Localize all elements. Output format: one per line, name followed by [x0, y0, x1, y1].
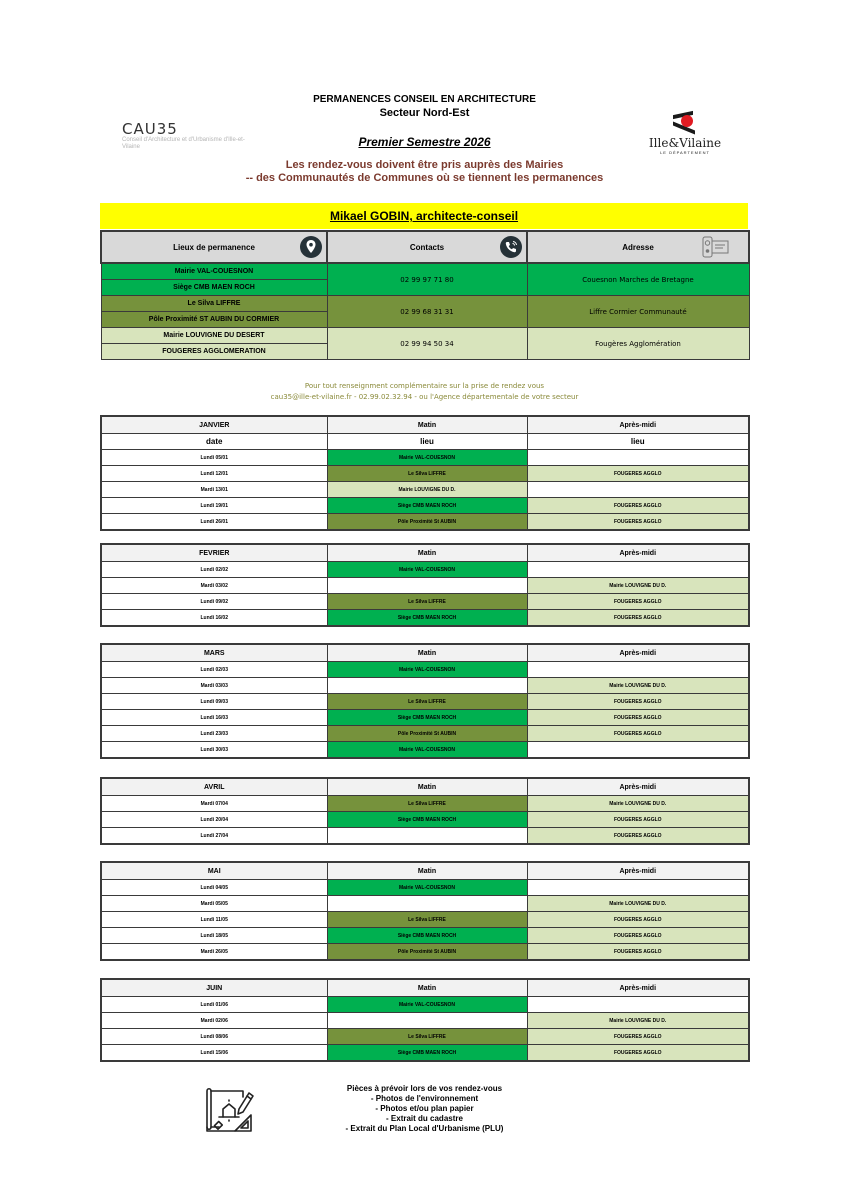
date-cell: Lundi 01/06: [101, 997, 327, 1013]
morning-cell: Le Silva LIFFRE: [327, 1029, 527, 1045]
place-cell: Siège CMB MAEN ROCH: [101, 280, 327, 296]
month-header-row: [101, 862, 749, 880]
morning-cell: Siège CMB MAEN ROCH: [327, 610, 527, 627]
places-header-label: Lieux de permanence: [173, 242, 255, 252]
sector-title: Secteur Nord-Est: [379, 107, 470, 119]
afternoon-cell: FOUGERES AGGLO: [527, 710, 749, 726]
afternoon-cell: [527, 742, 749, 759]
morning-cell: Siège CMB MAEN ROCH: [327, 928, 527, 944]
date-cell: Lundi 11/05: [101, 912, 327, 928]
phone-cell: 02 99 68 31 31: [327, 296, 527, 328]
date-cell: Lundi 04/05: [101, 880, 327, 896]
schedule-row: [101, 610, 749, 627]
afternoon-cell: [527, 662, 749, 678]
afternoon-cell: Mairie LOUVIGNE DU D.: [527, 578, 749, 594]
date-cell: Lundi 16/02: [101, 610, 327, 627]
address-card-icon: [702, 236, 730, 258]
morning-header: Matin: [327, 544, 527, 562]
afternoon-header: Après-midi: [527, 644, 749, 662]
address-header-label: Adresse: [622, 242, 654, 252]
morning-cell: Le Silva LIFFRE: [327, 796, 527, 812]
contacts-header-label: Contacts: [409, 242, 445, 252]
address-header: [527, 231, 749, 263]
info-line-1: Pour tout renseignment complémentaire sur la prise de rendez vous: [304, 382, 545, 390]
checklist-item: - Extrait du cadastre: [386, 1114, 463, 1123]
date-cell: Mardi 05/05: [101, 896, 327, 912]
schedule-row: [101, 594, 749, 610]
date-cell: Lundi 09/03: [101, 694, 327, 710]
afternoon-cell: FOUGERES AGGLO: [527, 514, 749, 531]
schedule-row: [101, 514, 749, 531]
morning-cell: [327, 896, 527, 912]
date-cell: Mardi 03/02: [101, 578, 327, 594]
subheader-row: [101, 434, 749, 450]
afternoon-cell: [527, 482, 749, 498]
morning-cell: Pôle Proximité St AUBIN: [327, 944, 527, 961]
schedule-row: [101, 912, 749, 928]
places-header: [101, 231, 327, 263]
morning-header: Matin: [327, 979, 527, 997]
afternoon-cell: Mairie LOUVIGNE DU D.: [527, 1013, 749, 1029]
month-name: FEVRIER: [101, 544, 327, 562]
afternoon-header: Après-midi: [527, 979, 749, 997]
date-cell: Lundi 27/04: [101, 828, 327, 845]
afternoon-cell: FOUGERES AGGLO: [527, 912, 749, 928]
afternoon-cell: FOUGERES AGGLO: [527, 828, 749, 845]
afternoon-cell: [527, 880, 749, 896]
afternoon-cell: FOUGERES AGGLO: [527, 694, 749, 710]
checklist-item: - Extrait du Plan Local d'Urbanisme (PLU): [345, 1124, 504, 1133]
month-table-avril: [100, 777, 750, 845]
checklist-item: - Photos et/ou plan papier: [375, 1104, 474, 1113]
morning-cell: Le Silva LIFFRE: [327, 694, 527, 710]
notice-line-1: Les rendez-vous doivent être pris auprès des Mairies: [285, 159, 564, 171]
notice-line-2: ‐‐ des Communautés de Communes où se tiennent les permanences: [245, 172, 604, 184]
afternoon-cell: FOUGERES AGGLO: [527, 498, 749, 514]
address-cell: Couesnon Marches de Bretagne: [527, 263, 749, 296]
cau35-subtitle: Conseil d'Architecture et d'Urbanisme d'Ille-et-Vilaine: [122, 137, 245, 150]
schedule-row: [101, 578, 749, 594]
date-subheader: date: [101, 434, 327, 450]
schedule-row: [101, 880, 749, 896]
date-cell: Mardi 07/04: [101, 796, 327, 812]
date-cell: Lundi 18/05: [101, 928, 327, 944]
afternoon-cell: FOUGERES AGGLO: [527, 928, 749, 944]
appointment-notice: [0, 159, 849, 185]
afternoon-cell: [527, 450, 749, 466]
date-cell: Lundi 15/06: [101, 1045, 327, 1062]
morning-cell: Le Silva LIFFRE: [327, 594, 527, 610]
date-cell: Lundi 19/01: [101, 498, 327, 514]
morning-cell: [327, 578, 527, 594]
morning-cell: Mairie VAL-COUESNON: [327, 997, 527, 1013]
checklist-title: Pièces à prévoir lors de vos rendez-vous: [346, 1084, 503, 1093]
place-cell: FOUGERES AGGLOMERATION: [101, 344, 327, 360]
cau35-brand: CAU35: [122, 120, 178, 138]
morning-cell: Mairie LOUVIGNE DU D.: [327, 482, 527, 498]
month-table-juin: [100, 978, 750, 1062]
architect-banner: Mikael GOBIN, architecte-conseil: [100, 203, 748, 229]
schedule-row: [101, 944, 749, 961]
afternoon-cell: FOUGERES AGGLO: [527, 594, 749, 610]
afternoon-cell: FOUGERES AGGLO: [527, 726, 749, 742]
month-header-row: [101, 644, 749, 662]
place-cell: Le Silva LIFFRE: [101, 296, 327, 312]
schedule-row: [101, 710, 749, 726]
afternoon-cell: [527, 562, 749, 578]
date-cell: Mardi 26/05: [101, 944, 327, 961]
morning-cell: Mairie VAL-COUESNON: [327, 880, 527, 896]
morning-cell: Le Silva LIFFRE: [327, 912, 527, 928]
month-table-mai: [100, 861, 750, 961]
date-cell: Mardi 13/01: [101, 482, 327, 498]
schedule-row: [101, 742, 749, 759]
document-title: PERMANENCES CONSEIL EN ARCHITECTURE: [313, 94, 536, 105]
date-cell: Lundi 02/03: [101, 662, 327, 678]
afternoon-cell: FOUGERES AGGLO: [527, 1045, 749, 1062]
schedule-row: [101, 450, 749, 466]
phone-icon: [500, 236, 522, 258]
month-header-row: [101, 778, 749, 796]
afternoon-header: Après-midi: [527, 544, 749, 562]
morning-cell: [327, 828, 527, 845]
morning-cell: [327, 678, 527, 694]
afternoon-cell: Mairie LOUVIGNE DU D.: [527, 678, 749, 694]
place-cell: Mairie VAL-COUESNON: [101, 263, 327, 280]
place-cell: Pôle Proximité ST AUBIN DU CORMIER: [101, 312, 327, 328]
morning-cell: Le Silva LIFFRE: [327, 466, 527, 482]
department-emblem-icon: [670, 110, 700, 136]
schedule-row: [101, 928, 749, 944]
month-table-fevrier: [100, 543, 750, 627]
contacts-header: [327, 231, 527, 263]
schedule-row: [101, 1013, 749, 1029]
afternoon-cell: [527, 997, 749, 1013]
afternoon-cell: Mairie LOUVIGNE DU D.: [527, 796, 749, 812]
morning-header: Matin: [327, 862, 527, 880]
place-subheader: lieu: [327, 434, 527, 450]
schedule-row: [101, 796, 749, 812]
month-header-row: [101, 979, 749, 997]
date-cell: Lundi 23/03: [101, 726, 327, 742]
month-name: MAI: [101, 862, 327, 880]
morning-cell: Pôle Proximité St AUBIN: [327, 514, 527, 531]
contact-row: [101, 328, 749, 344]
date-cell: Lundi 12/01: [101, 466, 327, 482]
schedule-row: [101, 498, 749, 514]
afternoon-header: Après-midi: [527, 778, 749, 796]
schedule-row: [101, 482, 749, 498]
month-table-janvier: [100, 415, 750, 531]
location-pin-icon: [300, 236, 322, 258]
morning-cell: Siège CMB MAEN ROCH: [327, 1045, 527, 1062]
date-cell: Lundi 16/03: [101, 710, 327, 726]
morning-cell: Mairie VAL-COUESNON: [327, 662, 527, 678]
month-name: JUIN: [101, 979, 327, 997]
contact-row: [101, 263, 749, 280]
schedule-row: [101, 662, 749, 678]
month-table-mars: [100, 643, 750, 759]
month-header-row: [101, 544, 749, 562]
date-cell: Lundi 09/02: [101, 594, 327, 610]
department-name: Ille&Vilaine: [648, 136, 722, 150]
schedule-row: [101, 1045, 749, 1062]
schedule-row: [101, 562, 749, 578]
checklist: [0, 1084, 849, 1134]
morning-cell: Pôle Proximité St AUBIN: [327, 726, 527, 742]
month-header-row: [101, 416, 749, 434]
morning-cell: [327, 1013, 527, 1029]
date-cell: Mardi 03/03: [101, 678, 327, 694]
address-cell: Fougères Agglomération: [527, 328, 749, 360]
checklist-item: - Photos de l'environnement: [370, 1094, 479, 1103]
afternoon-cell: FOUGERES AGGLO: [527, 812, 749, 828]
address-cell: Liffre Cormier Communauté: [527, 296, 749, 328]
schedule-row: [101, 812, 749, 828]
afternoon-header: Après-midi: [527, 862, 749, 880]
date-cell: Mardi 02/06: [101, 1013, 327, 1029]
month-name: AVRIL: [101, 778, 327, 796]
schedule-row: [101, 726, 749, 742]
afternoon-cell: Mairie LOUVIGNE DU D.: [527, 896, 749, 912]
schedule-row: [101, 896, 749, 912]
phone-cell: 02 99 97 71 80: [327, 263, 527, 296]
contacts-table: [100, 230, 750, 360]
afternoon-cell: FOUGERES AGGLO: [527, 944, 749, 961]
morning-header: Matin: [327, 778, 527, 796]
schedule-row: [101, 678, 749, 694]
month-name: MARS: [101, 644, 327, 662]
morning-cell: Mairie VAL-COUESNON: [327, 742, 527, 759]
department-subtitle: LE DÉPARTEMENT: [660, 150, 710, 155]
schedule-row: [101, 466, 749, 482]
info-text: [0, 381, 849, 403]
schedule-row: [101, 828, 749, 845]
morning-header: Matin: [327, 644, 527, 662]
semester-title: Premier Semestre 2026: [358, 135, 491, 149]
morning-header: Matin: [327, 416, 527, 434]
schedule-row: [101, 1029, 749, 1045]
date-cell: Lundi 26/01: [101, 514, 327, 531]
date-cell: Lundi 02/02: [101, 562, 327, 578]
phone-cell: 02 99 94 50 34: [327, 328, 527, 360]
info-line-2: cau35@ille-et-vilaine.fr - 02.99.02.32.94 - ou l'Agence départementale de votre secteur: [270, 393, 579, 401]
schedule-row: [101, 997, 749, 1013]
afternoon-cell: FOUGERES AGGLO: [527, 1029, 749, 1045]
morning-cell: Mairie VAL-COUESNON: [327, 562, 527, 578]
month-name: JANVIER: [101, 416, 327, 434]
date-cell: Lundi 08/06: [101, 1029, 327, 1045]
afternoon-cell: FOUGERES AGGLO: [527, 466, 749, 482]
date-cell: Lundi 05/01: [101, 450, 327, 466]
morning-cell: Siège CMB MAEN ROCH: [327, 710, 527, 726]
date-cell: Lundi 30/03: [101, 742, 327, 759]
afternoon-header: Après-midi: [527, 416, 749, 434]
date-cell: Lundi 20/04: [101, 812, 327, 828]
morning-cell: Siège CMB MAEN ROCH: [327, 498, 527, 514]
place-subheader: lieu: [527, 434, 749, 450]
afternoon-cell: FOUGERES AGGLO: [527, 610, 749, 627]
morning-cell: Siège CMB MAEN ROCH: [327, 812, 527, 828]
morning-cell: Mairie VAL-COUESNON: [327, 450, 527, 466]
schedule-row: [101, 694, 749, 710]
contact-row: [101, 296, 749, 312]
place-cell: Mairie LOUVIGNE DU DESERT: [101, 328, 327, 344]
